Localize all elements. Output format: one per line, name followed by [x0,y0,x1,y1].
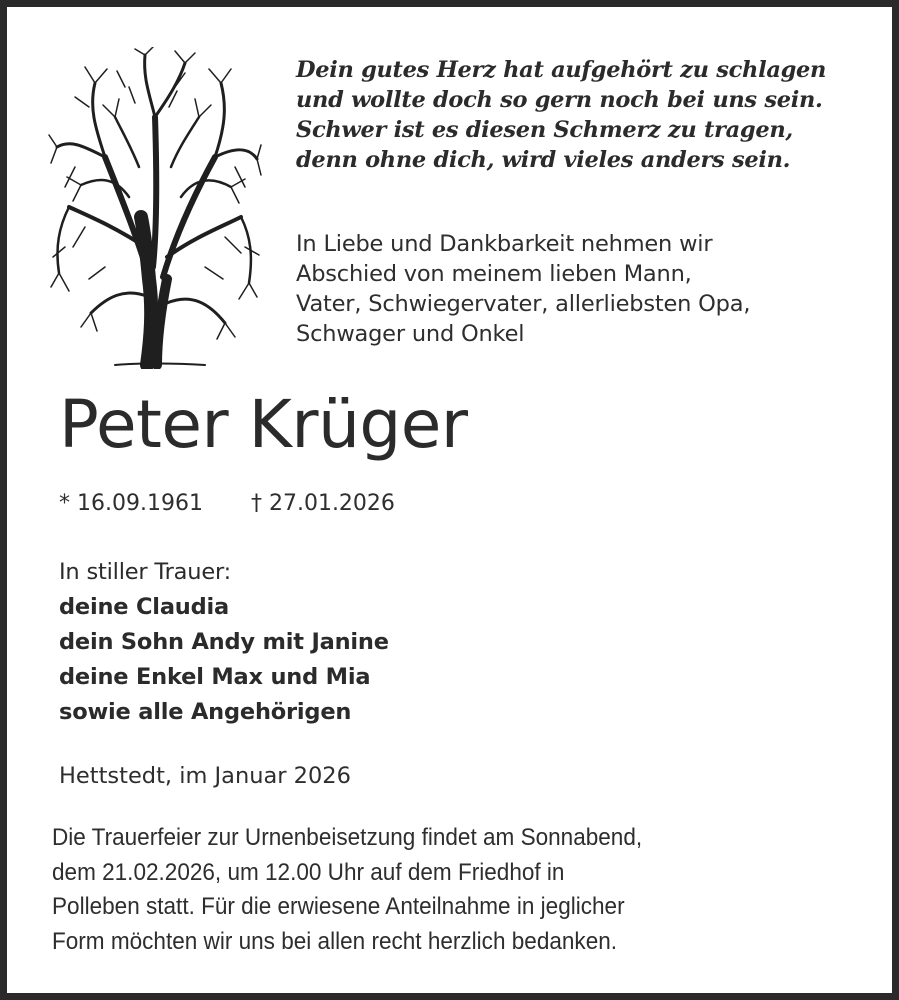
intro-line: Schwager und Onkel [296,321,525,347]
deceased-name: Peter Krüger [59,386,468,463]
place-date: Hettstedt, im Januar 2026 [59,763,351,789]
mourner: sowie alle Angehörigen [59,699,352,725]
birth-date: * 16.09.1961 [59,491,203,516]
mourners-heading: In stiller Trauer: [59,559,232,585]
mourner: dein Sohn Andy mit Janine [59,629,389,655]
poem [296,55,876,175]
death-date: † 27.01.2026 [250,491,395,516]
poem-line: und wollte doch so gern noch bei uns sein. [296,87,823,113]
poem-line: Dein gutes Herz hat aufgehört zu schlagen [296,57,827,83]
tree-icon [45,47,263,369]
farewell-intro [296,229,876,349]
intro-line: Vater, Schwiegervater, allerliebsten Opa, [296,291,751,317]
mourner: deine Enkel Max und Mia [59,664,371,690]
intro-line: Abschied von meinem lieben Mann, [296,261,692,287]
poem-line: Schwer ist es diesen Schmerz zu tragen, [296,117,793,143]
obituary-notice [7,7,892,993]
intro-line: In Liebe und Dankbarkeit nehmen wir [296,231,713,257]
service-line: Die Trauerfeier zur Urnenbeisetzung findet am Sonnabend, [52,824,643,851]
life-dates [59,489,395,519]
mourner: deine Claudia [59,594,230,620]
service-line: Polleben statt. Für die erwiesene Anteilnahme in jeglicher [52,893,625,920]
service-line: dem 21.02.2026, um 12.00 Uhr auf dem Friedhof in [52,858,565,886]
service-line: Form möchten wir uns bei allen recht herzlich bedanken. [52,927,618,955]
mourners [59,555,389,730]
poem-line: denn ohne dich, wird vieles anders sein. [296,147,791,173]
service-info [52,821,816,959]
